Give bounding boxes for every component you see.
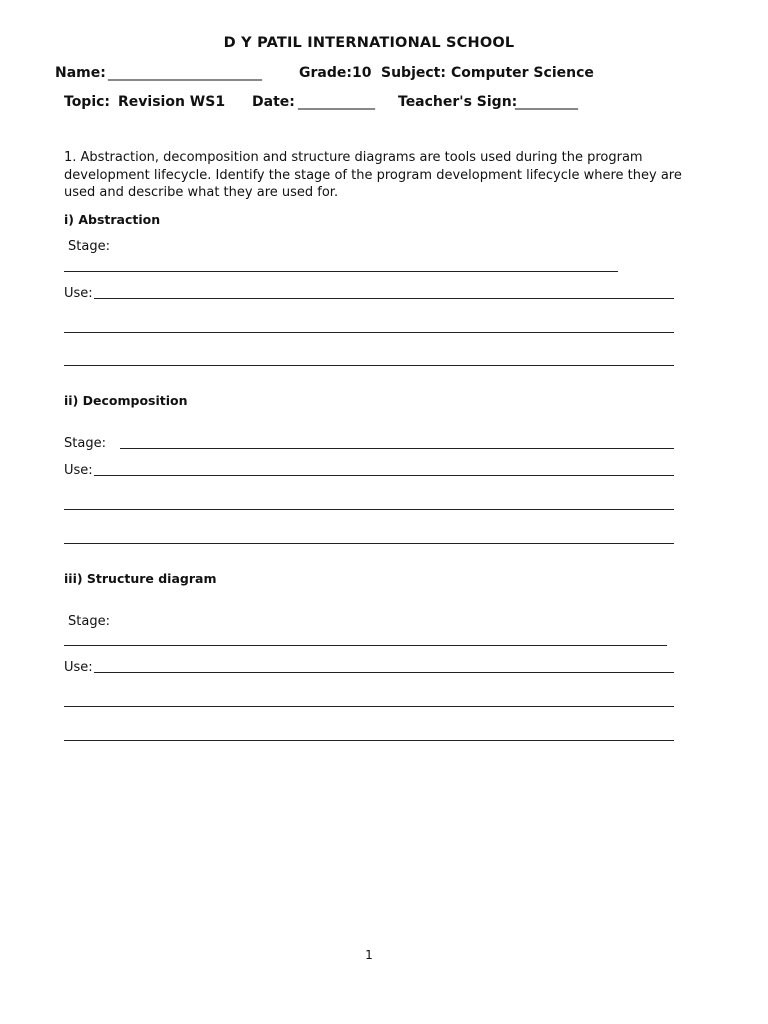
section-title-abstraction: i) Abstraction [64, 212, 161, 227]
use-label-abstraction: Use: [64, 286, 93, 301]
subject-value: Computer Science [451, 65, 594, 81]
teacher-sign-blank[interactable]: _________ [515, 94, 578, 110]
subject-label: Subject: [381, 65, 446, 81]
topic-label: Topic: [64, 94, 111, 110]
use-label-structure-diagram: Use: [64, 660, 93, 675]
school-title: D Y PATIL INTERNATIONAL SCHOOL [223, 35, 515, 51]
use-answer-line-structure-diagram[interactable] [94, 672, 674, 673]
use-answer-line-abstraction[interactable] [94, 298, 674, 299]
stage-answer-line-decomposition[interactable] [120, 448, 674, 449]
stage-label-structure-diagram: Stage: [68, 614, 110, 629]
grade-label: Grade:10 [299, 65, 372, 81]
answer-line[interactable] [64, 740, 674, 741]
topic-value: Revision WS1 [118, 94, 226, 110]
stage-answer-line-structure-diagram[interactable] [64, 645, 667, 646]
page-number: 1 [365, 948, 373, 962]
section-title-decomposition: ii) Decomposition [64, 393, 188, 408]
name-label: Name: [55, 65, 106, 81]
answer-line[interactable] [64, 706, 674, 707]
question-text: 1. Abstraction, decomposition and structure diagrams are tools used during the program development lifecycle. Identify the stage of the program development lifecycle where they are used and describe what they are used for. [64, 150, 682, 200]
teacher-sign-label: Teacher's Sign: [398, 94, 518, 110]
section-title-structure-diagram: iii) Structure diagram [64, 571, 217, 586]
stage-label-decomposition: Stage: [64, 436, 106, 451]
stage-answer-line-abstraction[interactable] [64, 271, 618, 272]
date-blank[interactable]: ___________ [298, 94, 375, 110]
stage-label-abstraction: Stage: [68, 239, 110, 254]
use-answer-line-decomposition[interactable] [94, 475, 674, 476]
use-label-decomposition: Use: [64, 463, 93, 478]
answer-line[interactable] [64, 332, 674, 333]
answer-line[interactable] [64, 365, 674, 366]
answer-line[interactable] [64, 509, 674, 510]
date-label: Date: [252, 94, 295, 110]
name-blank[interactable]: ______________________ [108, 65, 262, 81]
answer-line[interactable] [64, 543, 674, 544]
